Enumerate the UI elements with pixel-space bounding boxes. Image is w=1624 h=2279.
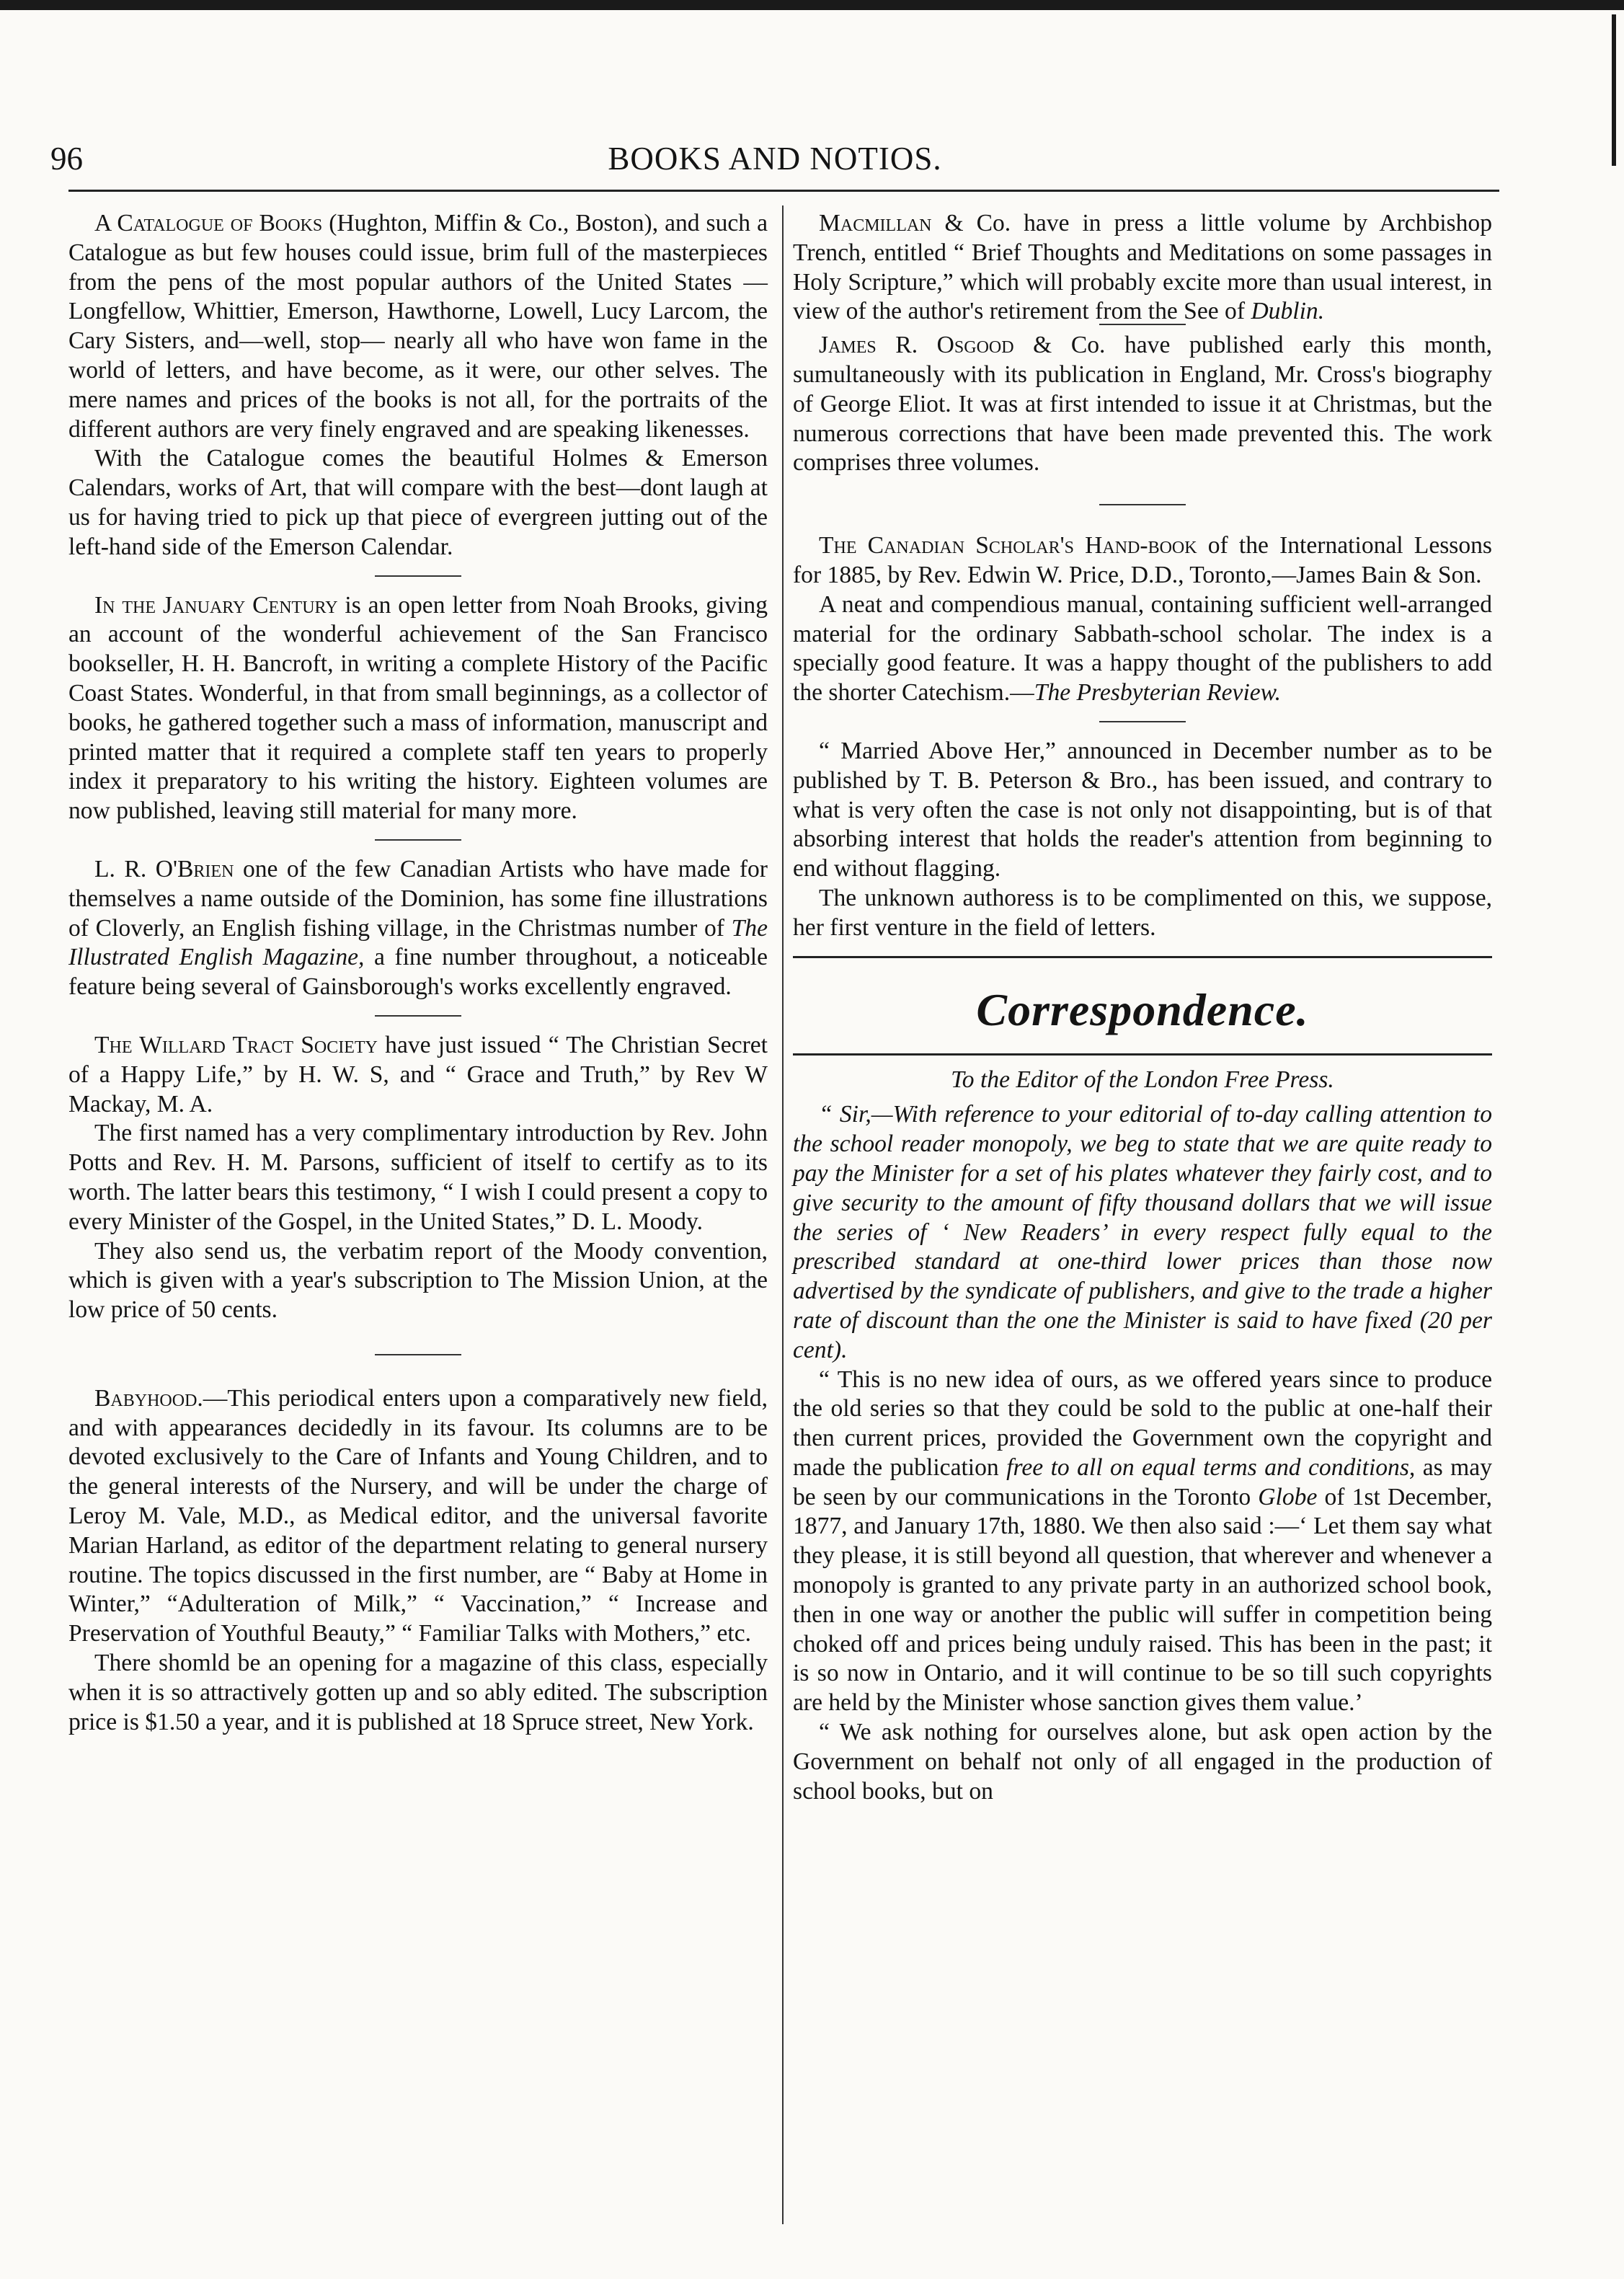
catalogue-text: (Hughton, Miffin & Co., Boston), and such a Catalogue as but few houses could issue, brim full of the masterpieces from the pens of the most popular authors of the United States —Longfellow, Whittier, Emerson, Hawthorne, Lowell, Lucy Larcom, the Cary Sisters, and—well, stop— nearly all who have won fame in the world of letters, and have become, as it were, our other selves. The mere names and prices of the books is not all, for the portraits of the different authors are very finely engraved and are speaking likenesses.	[68, 210, 768, 443]
catalogue-lead: A Catalogue of Books	[94, 210, 323, 236]
right-column	[793, 209, 1492, 1806]
willard-lead: The Willard Tract Society	[94, 1031, 378, 1058]
macmillan-paragraph	[793, 209, 1492, 327]
correspondence-heading: Correspondence.	[976, 983, 1309, 1035]
running-head: BOOKS AND NOTIOS.	[608, 141, 942, 177]
letter-paragraph-2	[793, 1366, 1492, 1719]
willard-text: have just issued “ The Christian Secret of a Happy Life,” by H. W. S, and “ Grace and Truth,” by Rev W Mackay, M. A.	[68, 1031, 768, 1118]
babyhood-text: —This periodical enters upon a comparatively new field, and with appearances decidedly in its favour. Its columns are to be devoted exclusively to the Care of Infants and Young Children, and to the general interests of the Nursery, and will be under the charge of Leroy M. Vale, M.D., as Medical editor, and the universal favorite Marian Harland, as editor of the department relating to general nursery routine. The topics discussed in the first number, are “ Baby at Home in Winter,” “Adulteration of Milk,” “ Vaccination,” “ Increase and Preservation of Youthful Beauty,” “ Familiar Talks with Mothers,” etc.	[68, 1384, 768, 1647]
header-rule	[68, 190, 1499, 192]
scholar-review-text: A neat and compendious manual, containing sufficient well-arranged material for the ordinary Sabbath-school scholar. The index is a specially good feature. It was a happy thought of the publishers to add the shorter Catechism.—	[793, 590, 1492, 707]
willard-paragraph-2: The first named has a very complimentary introduction by Rev. John Potts and Rev. H. M. Parsons, sufficient of itself to certify as to its worth. The latter bears this testimony, “ I wish I could present a copy to every Minister of the Gospel, in the United States,” D. L. Moody.	[68, 1120, 768, 1235]
obrien-lead: L. R. O'Brien	[94, 855, 234, 882]
babyhood-paragraph	[68, 1384, 768, 1649]
willard-paragraph	[68, 1031, 768, 1119]
letter-emphasis: free to all on equal terms and conditions,	[1006, 1453, 1416, 1481]
catalogue-paragraph	[68, 209, 768, 444]
willard-paragraph-3: They also send us, the verbatim report of the Moody convention, which is given with a year's subscription to The Mission Union, at the low price of 50 cents.	[68, 1237, 768, 1324]
scholar-text: of the International Lessons for 1885, by Rev. Edwin W. Price, D.D., Toronto,—James Bain & Son.	[793, 532, 1492, 588]
obrien-text: one of the few Canadian Artists who have made for themselves a name outside of the Dominion, has some fine illustrations of Cloverly, an English fishing village, in the Christmas number of	[68, 855, 768, 942]
review-source: The Presbyterian Review.	[1034, 679, 1281, 707]
page-header	[50, 137, 1499, 195]
obrien-paragraph	[68, 855, 768, 1002]
scholar-paragraph	[793, 531, 1492, 590]
obrien-text-end: a fine number throughout, a noticeable feature being several of Gainsborough's works excellently engraved.	[68, 944, 768, 1001]
letter-text-3: of 1st December, 1877, and January 17th, 1880. We then also said :—‘ Let them say what they please, it is still beyond all question, that wherever and whenever a monopoly is granted to any private party in an authorized school book, then in one way or another the public will suffer in competition being choked off and prices being unduly raised. This has been in the past; it is so now in Ontario, and it will continue to be so till such copyrights are held by the Minister whose sanction gives them value.’	[793, 1483, 1492, 1717]
section-separator	[375, 1354, 461, 1355]
calendar-paragraph: With the Catalogue comes the beautiful Holmes & Emerson Calendars, works of Art, that will compare with the best—dont laugh at us for having tried to pick up that piece of evergreen jutting out of the left-hand side of the Emerson Calendar.	[68, 445, 768, 560]
column-divider	[782, 205, 784, 2224]
section-separator	[375, 1015, 461, 1017]
letter-paragraph-3: “ We ask nothing for ourselves alone, but ask open action by the Government on behalf not only of all engaged in the production of school books, but on	[793, 1719, 1492, 1805]
osgood-lead: James R. Osgood	[819, 332, 1014, 359]
babyhood-paragraph-2: There shomld be an opening for a magazine of this class, especially when it is so attractively gotten up and so ably edited. The subscription price is $1.50 a year, and it is published at 18 Spruce street, New York.	[68, 1650, 768, 1735]
section-separator	[375, 839, 461, 841]
macmillan-lead: Macmillan	[819, 210, 932, 236]
century-lead: In the January Century	[94, 591, 338, 619]
married-paragraph-2: The unknown authoress is to be complimented on this, we suppose, her first venture in the field of letters.	[793, 884, 1492, 941]
letter-text: “ This is no new idea of ours, as we offered years since to produce the old series so that they could be sold to the public at one-half their then current prices, provided the Government own the copyright and made the publication	[793, 1366, 1492, 1481]
osgood-text: & Co. have published early this month, sumultaneously with its publication in England, Mr. Cross's biography of George Eliot. It was at first intended to issue it at Christmas, but the numerous corrections that have been made prevented this. The work comprises three volumes.	[793, 332, 1492, 477]
globe-title: Globe	[1258, 1483, 1318, 1510]
dublin-text: Dublin.	[1251, 298, 1325, 325]
osgood-paragraph	[793, 331, 1492, 478]
editor-address: To the Editor of the London Free Press.	[951, 1066, 1334, 1093]
married-paragraph: “ Married Above Her,” announced in December number as to be published by T. B. Peterson & Bro., has been issued, and contrary to what is very often the case is not only not disappointing, but is of that absorbing interest that holds the reader's attention from beginning to end without flagging.	[793, 737, 1492, 882]
section-separator	[375, 575, 461, 577]
century-text: is an open letter from Noah Brooks, giving an account of the wonderful achievement of the San Francisco bookseller, H. H. Bancroft, in writing a complete History of the Pacific Coast States. Wonderful, in that from small beginnings, as a collector of books, he gathered together such a mass of information, manuscript and printed matter that it required a complete staff ten years to properly index it preparatory to his writing the history. Eighteen volumes are now published, leaving still material for many more.	[68, 591, 768, 825]
section-separator	[1099, 721, 1186, 722]
letter-text-2: as may be seen by our communications in the Toronto	[793, 1453, 1492, 1510]
magazine-title: The Illustrated English Magazine,	[68, 914, 768, 971]
babyhood-lead: Babyhood.	[94, 1384, 203, 1412]
macmillan-text: & Co. have in press a little volume by Archbishop Trench, entitled “ Brief Thoughts and Meditations on some passages in Holy Scripture,” which will probably excite more than usual interest, in view of the author's retirement from the See of	[793, 210, 1492, 325]
page-number: 96	[50, 141, 83, 177]
left-column	[68, 209, 768, 1737]
section-separator	[1099, 504, 1186, 505]
page-edge-rule	[1612, 14, 1616, 166]
top-border	[0, 0, 1624, 10]
scholar-paragraph-2	[793, 590, 1492, 708]
century-paragraph	[68, 591, 768, 826]
letter-paragraph-1: “ Sir,—With reference to your editorial of to-day calling attention to the school reader monopoly, we beg to state that we are quite ready to pay the Minister for a set of his plates whatever they fairly cost, and to give security to the amount of fifty thousand dollars that we will issue the series of ‘ New Readers’ in every respect fully equal to the prescribed standard at one-third lower prices than those now advertised by the syndicate of publishers, and give to the trade a higher rate of discount than the one the Minister is said to have fixed (20 per cent).	[793, 1101, 1492, 1363]
correspondence-rule	[793, 1053, 1492, 1056]
scholar-lead: The Canadian Scholar's Hand-book	[819, 532, 1197, 559]
correspondence-top-rule	[793, 956, 1492, 958]
